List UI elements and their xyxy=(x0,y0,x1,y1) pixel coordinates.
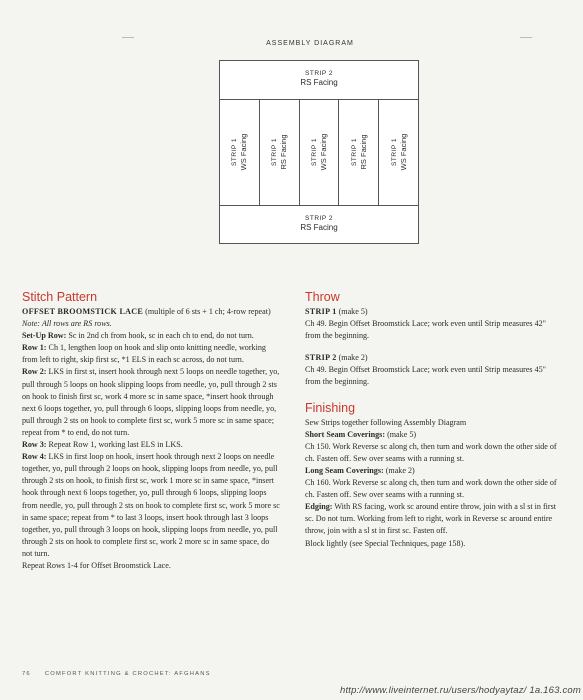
strip-facing: WS Facing xyxy=(398,133,408,171)
pattern-multiple: (multiple of 6 sts + 1 ch; 4-row repeat) xyxy=(143,307,271,316)
strip-name: STRIP 2 xyxy=(305,215,333,222)
row-label: Row 4: xyxy=(22,452,47,462)
long-seam-label: Long Seam Coverings: xyxy=(305,465,384,475)
strip-name: STRIP 1 xyxy=(271,138,279,166)
strip1-header xyxy=(305,306,560,318)
short-seam-header xyxy=(305,429,560,441)
assembly-diagram-title: ASSEMBLY DIAGRAM xyxy=(266,40,354,47)
strip1-instructions: Ch 49. Begin Offset Broomstick Lace; work even until Strip measures 42" from the beginning. xyxy=(305,319,546,341)
vertical-strip-3 xyxy=(300,99,340,205)
vertical-strips-row xyxy=(220,99,418,205)
pattern-note: Note: All rows are RS rows. xyxy=(22,319,112,329)
strip2-quantity: (make 2) xyxy=(336,353,368,363)
strip-facing: WS Facing xyxy=(318,133,328,171)
row-text: Ch 1, lengthen loop on hook and slip onto knitting needle, working from left to right, skip first sc, *1 ELS in each sc across, do not turn. xyxy=(22,343,266,365)
vertical-strip-2 xyxy=(260,99,300,205)
edging-label: Edging: xyxy=(305,502,333,512)
stitch-pattern-column xyxy=(22,290,280,572)
short-seam-instructions: Ch 150. Work Reverse sc along ch, then turn and work down the other side of ch. Fasten off. Sew over seams with a running st. xyxy=(305,441,557,463)
finishing-heading: Finishing xyxy=(305,400,356,415)
throw-finishing-column xyxy=(305,290,560,550)
strip-facing: RS Facing xyxy=(300,223,338,232)
watermark-url: http://www.liveinternet.ru/users/hodyaytaz/ 1a.163.com xyxy=(339,685,581,696)
page-number: 76 xyxy=(22,671,31,677)
strip-facing: RS Facing xyxy=(300,78,338,87)
vertical-strip-5 xyxy=(379,99,418,205)
strip-name: STRIP 1 xyxy=(310,138,318,166)
row-label: Row 2: xyxy=(22,367,47,377)
vertical-strip-4 xyxy=(339,99,379,205)
row-instruction xyxy=(22,366,280,439)
vertical-strip-1 xyxy=(220,99,260,205)
edging-text: With RS facing, work sc around entire throw, join with a sl st in first sc. Do not turn. Working from left to right, work in Reverse sc around entire throw, join with a sl st in first sc. Fasten off. xyxy=(305,502,557,536)
strip-name: STRIP 1 xyxy=(350,138,358,166)
row-instruction xyxy=(22,342,280,366)
page-footer xyxy=(22,671,211,677)
crop-mark xyxy=(122,37,134,38)
strip-name: STRIP 1 xyxy=(231,138,239,166)
strip2-header xyxy=(305,352,560,364)
strip-facing: WS Facing xyxy=(239,133,249,171)
row-text: LKS in first st, insert hook through next 5 loops on needle together, yo, pull through 5 loops on hook slipping loops from needle, yo, pull through 2 sts on hook to finish first sc, work 4 more sc in same space, *insert hook through next 6 loops together, yo, pull through 6 loops, slipping loops from needle, yo, pull through 2 sts on hook to complete first sc, work 5 more sc in same space; repeat from * to end, do not turn. xyxy=(22,367,280,437)
stitch-pattern-subtitle xyxy=(22,306,280,318)
short-seam-quantity: (make 5) xyxy=(385,429,417,439)
row-text: Sc in 2nd ch from hook, sc in each ch to end, do not turn. xyxy=(66,331,254,341)
row-instruction xyxy=(22,439,280,451)
blocking-instructions: Block lightly (see Special Techniques, page 158). xyxy=(305,538,466,548)
row-text: LKS in first loop on hook, insert hook through next 2 loops on needle together, yo, pull through 2 loops on hook, slipping loops from needle, yo, pull through 2 sts on hook, to finish first sc, work 1 more sc in same space, *insert hook through next 6 loops together, yo, pull through 6 loops, slipping loops from needle, yo, pull through 2 sts on hook to complete first sc, work 5 more sc in same space; repeat from * to last 3 loops, insert hook through last 3 loops together, yo, pull through 3 loops on hook, slipping loops from needle, yo, pull through 2 sts on hook to complete first sc, work 2 more sc in same space, do not turn. xyxy=(22,452,280,558)
strip1-label: STRIP 1 xyxy=(305,307,337,316)
bottom-strip-2 xyxy=(220,205,418,244)
finishing-intro: Sew Strips together following Assembly Diagram xyxy=(305,417,467,427)
repeat-instruction: Repeat Rows 1-4 for Offset Broomstick Lace. xyxy=(22,560,171,570)
book-title: COMFORT KNITTING & CROCHET: AFGHANS xyxy=(44,671,211,677)
row-label: Row 3: xyxy=(22,440,47,450)
long-seam-quantity: (make 2) xyxy=(383,465,415,475)
long-seam-header xyxy=(305,465,560,477)
row-label: Row 1: xyxy=(22,343,47,353)
strip-name: STRIP 2 xyxy=(305,70,333,77)
edging-instructions xyxy=(305,501,560,537)
strip1-quantity: (make 5) xyxy=(336,307,368,316)
strip-facing: RS Facing xyxy=(279,134,289,170)
row-label: Set-Up Row: xyxy=(22,331,67,341)
top-strip-2 xyxy=(220,61,418,100)
stitch-pattern-heading: Stitch Pattern xyxy=(22,290,98,304)
row-text: Repeat Row 1, working last ELS in LKS. xyxy=(46,440,183,450)
crop-mark xyxy=(520,37,532,38)
strip2-label: STRIP 2 xyxy=(305,353,337,363)
strip2-instructions: Ch 49. Begin Offset Broomstick Lace; work even until Strip measures 45" from the beginning. xyxy=(305,365,546,387)
assembly-diagram xyxy=(219,60,419,244)
short-seam-label: Short Seam Coverings: xyxy=(305,429,386,439)
pattern-name: OFFSET BROOMSTICK LACE xyxy=(22,307,144,316)
throw-heading: Throw xyxy=(305,290,340,304)
row-instruction xyxy=(22,451,280,560)
strip-name: STRIP 1 xyxy=(390,138,398,166)
row-instruction xyxy=(22,330,280,342)
strip-facing: RS Facing xyxy=(358,134,368,170)
long-seam-instructions: Ch 160. Work Reverse sc along ch, then turn and work down the other side of ch. Fasten off. Sew over seams with a running st. xyxy=(305,478,557,500)
